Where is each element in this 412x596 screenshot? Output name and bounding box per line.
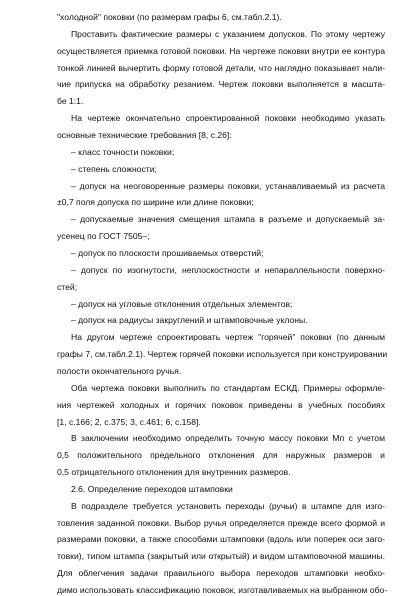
paragraph-line: На другом чертеже спроектировать чертеж "горячей" поковки (по данным <box>71 332 385 343</box>
list-item-continuation: ±0,7 поля допуска по ширине или длине поковки; <box>57 197 254 208</box>
list-item: – степень сложности; <box>71 163 157 174</box>
paragraph-line: размерами поковки, а также способами штамповки (вдоль или поперек оси заго- <box>57 534 385 545</box>
list-item: – допускаемые значения смещения штампа в разъеме и допускаемый за- <box>71 214 385 225</box>
paragraph-line: На чертеже окончательно спроектированной поковки необходимо указать <box>71 113 385 124</box>
paragraph-line: ния чертежей холодных и горячих поковок приведены в учебных пособиях <box>57 399 385 410</box>
section-heading: 2.6. Определение переходов штамповки <box>71 483 233 494</box>
paragraph-line: 0,5 отрицательного отклонения для внутренних размеров. <box>57 467 291 477</box>
paragraph-line: Проставить фактические размеры с указанием допусков. По этому чертежу <box>71 28 385 39</box>
paragraph-line: димо использовать классификацию поковок, изготавливаемых на выбранном обо- <box>57 585 388 595</box>
list-item: – допуск по плоскости прошиваемых отверстий; <box>71 247 264 258</box>
paragraph-line: Для облегчения задачи правильного выбора переходов штамповки необхо- <box>57 568 385 579</box>
paragraph-line: [1, с.166; 2, с.375; 3, с.461; 6, с.158]. <box>57 416 201 427</box>
paragraph-line: 0,5 положительного предельного отклонения для наружных размеров и <box>57 450 385 461</box>
paragraph-line: В заключении необходимо определить точную массу поковки Mп с учетом <box>71 433 385 444</box>
list-item: – класс точности поковки; <box>71 146 175 157</box>
paragraph-line: бе 1:1. <box>57 96 84 107</box>
list-item-continuation: стей; <box>57 281 78 292</box>
paragraph-line: полости окончательного ручья. <box>57 365 182 376</box>
paragraph-line: осуществляется приемка готовой поковки. На чертеже поковки внутри ее контура <box>57 45 385 56</box>
list-item-continuation: усенец по ГОСТ 7505–; <box>57 231 150 242</box>
paragraph-line: "холодной" поковки (по размерам графы 6, см.табл.2.1). <box>57 12 282 22</box>
paragraph-line: чие припуска на обработку резанием. Чертеж поковки выполняется в масшта- <box>57 79 385 90</box>
paragraph-line: В подразделе требуется установить переходы (ручьи) в штампе для изго- <box>71 500 385 511</box>
list-item: – допуск на угловые отклонения отдельных элементов; <box>71 298 293 309</box>
paragraph-line: товки), типом штампа (закрытый или открытый) и видом штамповочной машины. <box>57 551 385 562</box>
paragraph-line: основные технические требования [8, с.26]: <box>57 130 232 140</box>
paragraph-line: товления заданной поковки. Выбор ручья определяется прежде всего формой и <box>57 517 385 528</box>
list-item: – допуск по изогнутости, неплоскостности и непараллельности поверхно- <box>71 264 385 275</box>
paragraph-line: графы 7, см.табл.2.1). Чертеж горячей поковки используется при конструировании <box>57 349 388 360</box>
list-item: – допуск на неоговоренные размеры поковки, устанавливаемый из расчета <box>71 180 385 191</box>
paragraph-line: тонкой линией вычертить форму готовой детали, что наглядно показывает нали- <box>57 62 385 73</box>
paragraph-line: Оба чертежа поковки выполнить по стандартам ЕСКД. Примеры оформле- <box>71 382 385 393</box>
list-item: – допуск на радиусы закруглений и штамповочные уклоны. <box>71 315 308 326</box>
